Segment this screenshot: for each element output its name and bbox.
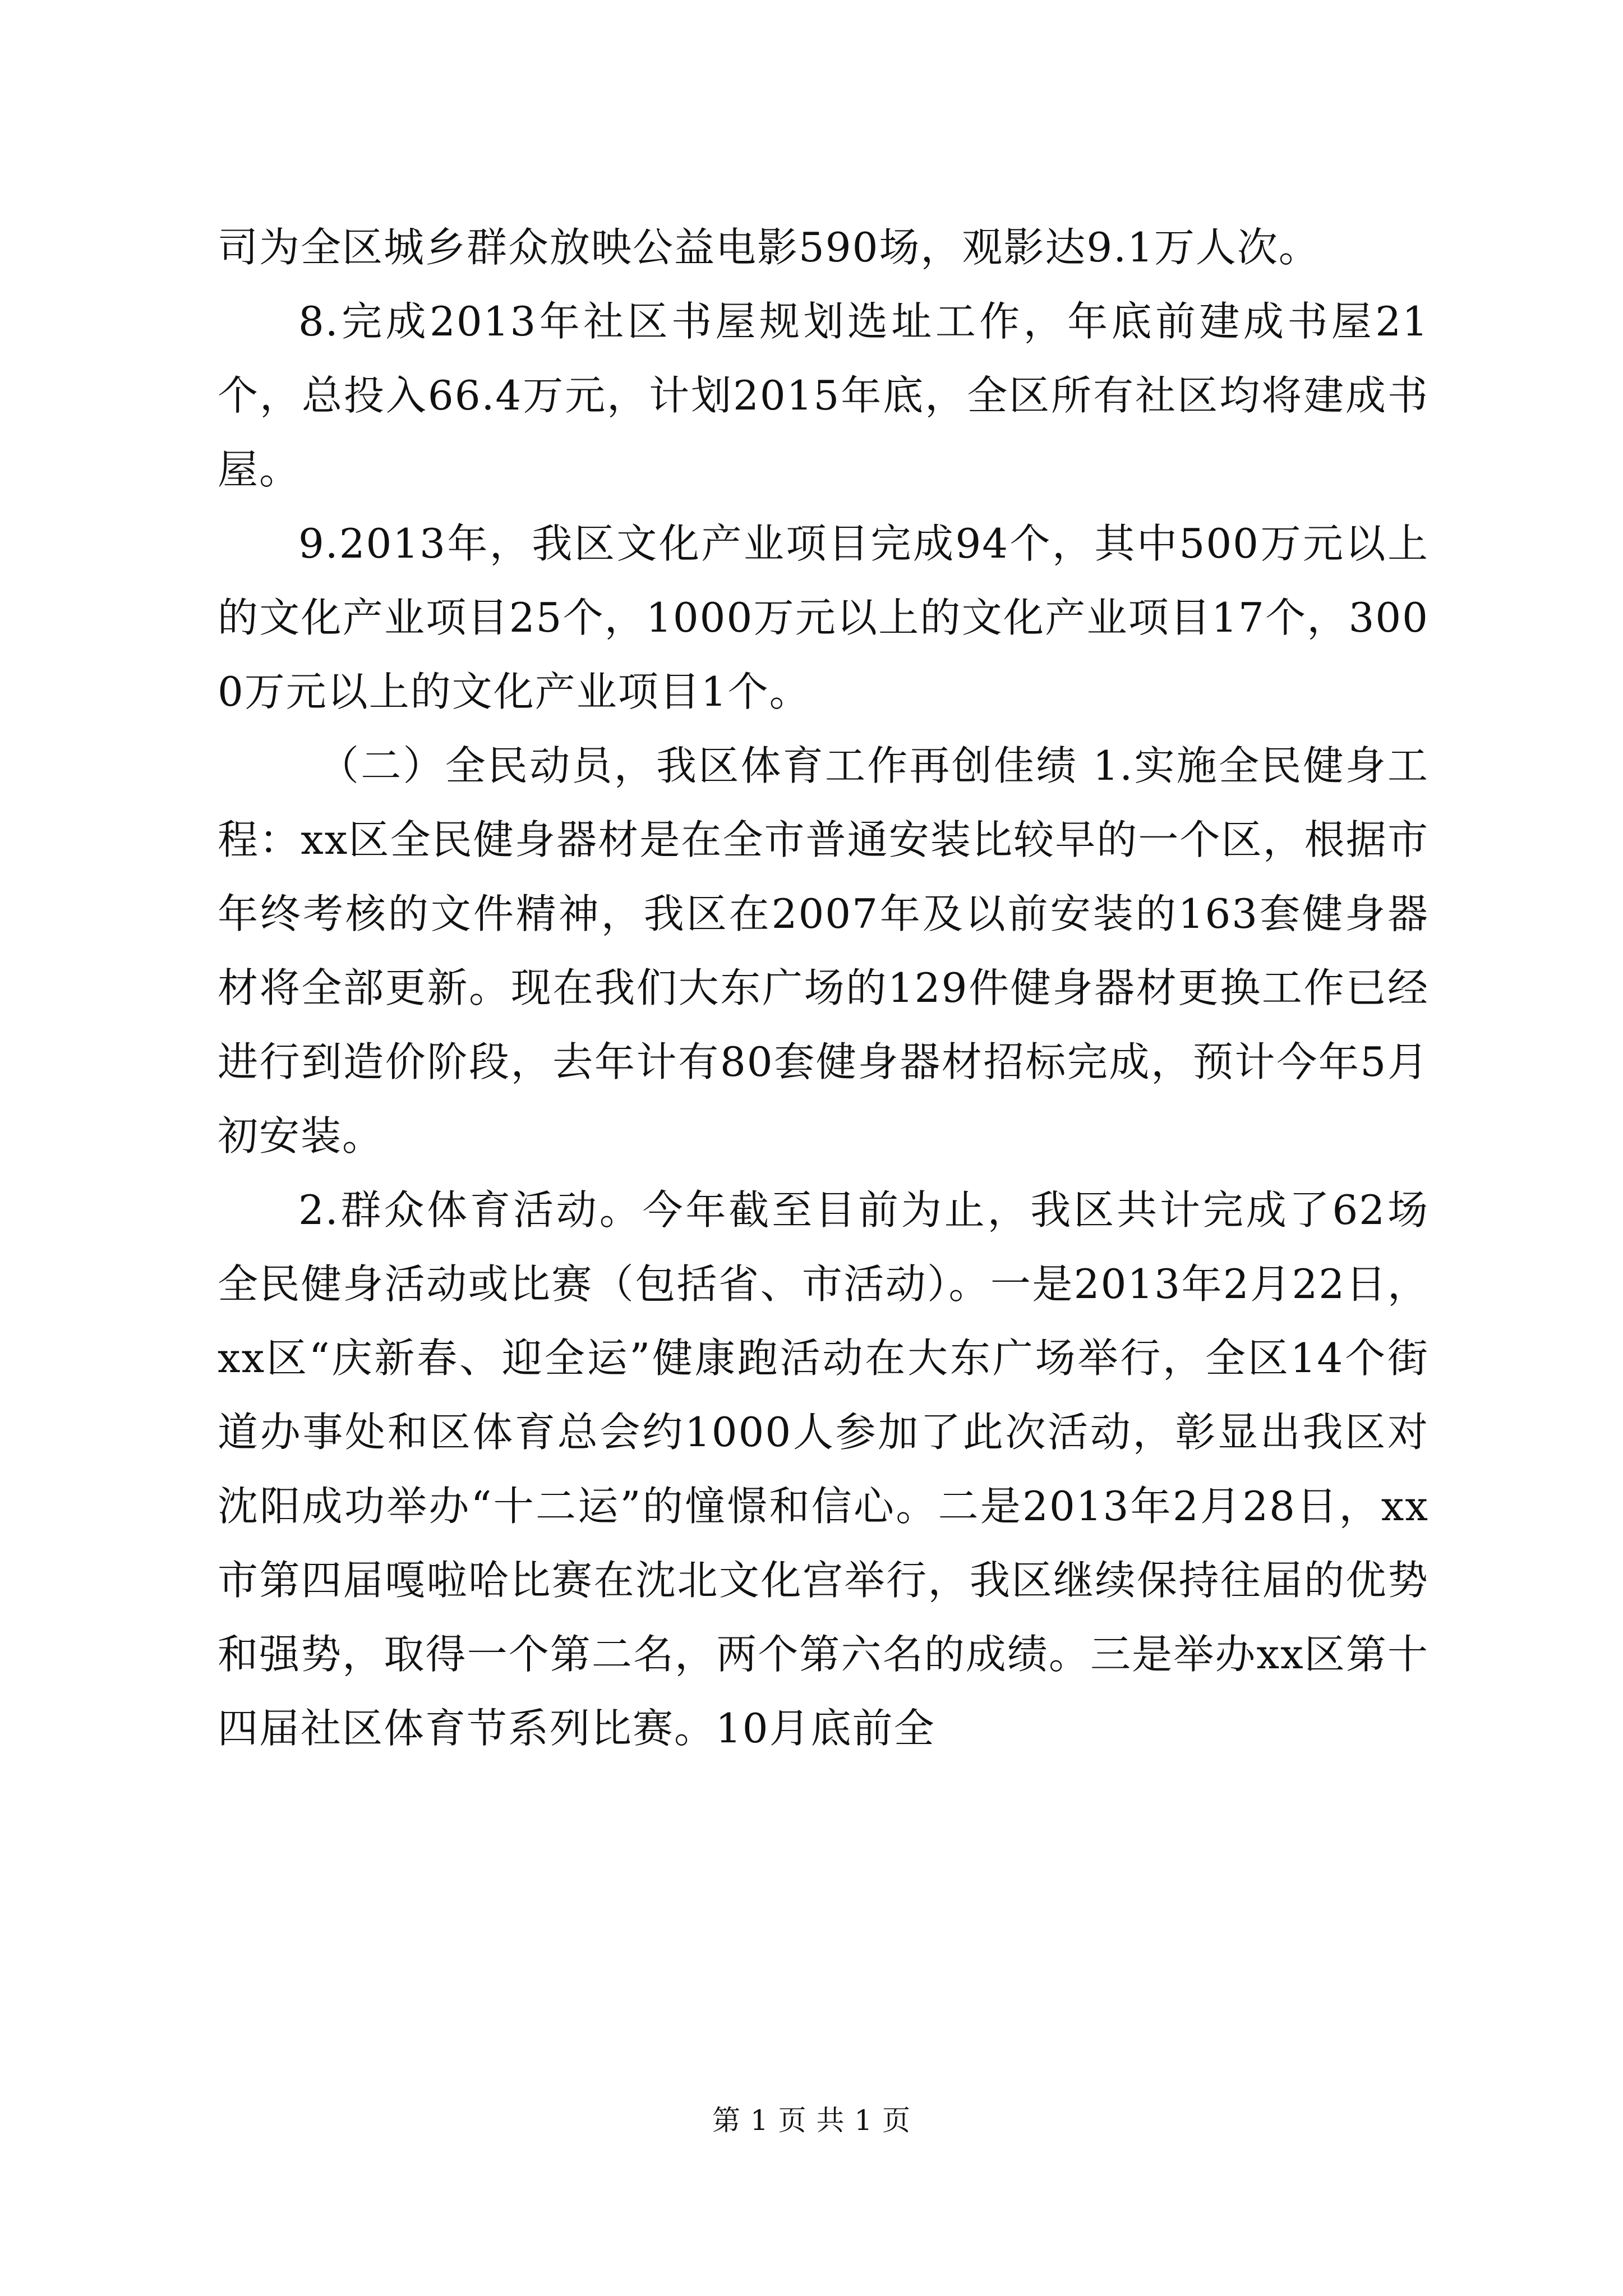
paragraph-mass-sports: 2.群众体育活动。今年截至目前为止，我区共计完成了62场全民健身活动或比赛（包括省、市活动）。一是2013年2月22日，xx区“庆新春、迎全运”健康跑活动在大东广场举行，全区14个街道办事处和区体育总会约1000人参加了此次活动，彰显出我区对沈阳成功举办“十二运”的憧憬和信心。二是2013年2月28日，xx市第四届嘎啦哈比赛在沈北文化宫举行，我区继续保持往届的优势和强势，取得一个第二名，两个第六名的成绩。三是举办xx区第十四届社区体育节系列比赛。10月底前全 (218, 1186, 1429, 1752)
paragraph-section-2: （二）全民动员，我区体育工作再创佳绩 1.实施全民健身工程：xx区全民健身器材是在全市普通安装比较早的一个区，根据市年终考核的文件精神，我区在2007年及以前安装的163套健身器材将全部更新。现在我们大东广场的129件健身器材更换工作已经进行到造价阶段，去年计有80套健身器材招标完成，预计今年5月初安装。 (218, 742, 1429, 1159)
document-body (218, 210, 1429, 1765)
page-footer: 第 1 页 共 1 页 (712, 2104, 911, 2137)
paragraph-item-8: 8.完成2013年社区书屋规划选址工作，年底前建成书屋21个，总投入66.4万元，计划2015年底，全区所有社区均将建成书屋。 (218, 298, 1429, 493)
paragraph-continuation: 司为全区城乡群众放映公益电影590场，观影达9.1万人次。 (218, 224, 1320, 271)
paragraph-item-9: 9.2013年，我区文化产业项目完成94个，其中500万元以上的文化产业项目25个，1000万元以上的文化产业项目17个，3000万元以上的文化产业项目1个。 (218, 520, 1429, 715)
